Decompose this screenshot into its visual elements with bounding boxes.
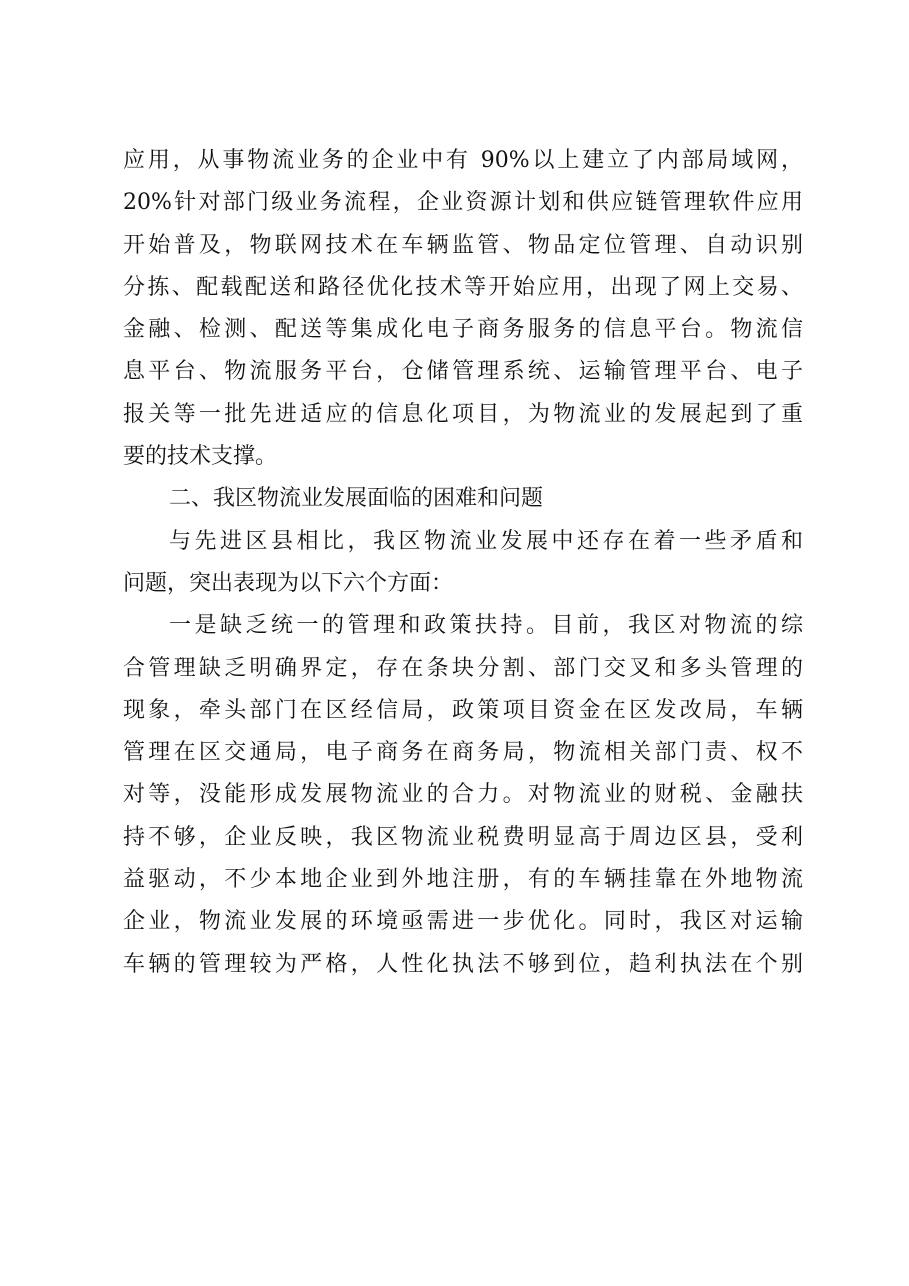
text-line: 息平台、物流服务平台，仓储管理系统、运输管理平台、电子 [123,359,803,385]
text-line: 开始普及，物联网技术在车辆监管、物品定位管理、自动识别 [123,232,803,258]
body-text [123,140,803,986]
text-line: 应用，从事物流业务的企业中有 90%以上建立了内部局域网， [123,148,803,173]
text-line: 合管理缺乏明确界定，存在条块分割、部门交叉和多头管理的 [123,655,803,681]
text-line: 车辆的管理较为严格，人性化执法不够到位，趋利执法在个别 [123,951,803,977]
section-heading: 二、我区物流业发展面临的困难和问题 [169,486,544,512]
text-line: 持不够，企业反映，我区物流业税费明显高于周边区县，受利 [123,824,803,850]
text-line: 20%针对部门级业务流程，企业资源计划和供应链管理软件应用 [123,190,803,216]
text-line: 对等，没能形成发展物流业的合力。对物流业的财税、金融扶 [123,782,803,808]
text-line: 一是缺乏统一的管理和政策扶持。目前，我区对物流的综 [169,613,803,639]
text-line: 金融、检测、配送等集成化电子商务服务的信息平台。物流信 [123,317,803,343]
text-line: 益驱动，不少本地企业到外地注册，有的车辆挂靠在外地物流 [123,867,803,893]
text-line: 问题，突出表现为以下六个方面： [123,570,454,596]
text-line: 要的技术支撑。 [123,444,278,470]
text-line: 企业，物流业发展的环境亟需进一步优化。同时，我区对运输 [123,909,803,935]
text-line: 管理在区交通局，电子商务在商务局，物流相关部门责、权不 [123,740,803,766]
text-line: 分拣、配载配送和路径优化技术等开始应用，出现了网上交易、 [123,274,803,300]
text-line: 报关等一批先进适应的信息化项目，为物流业的发展起到了重 [123,401,803,427]
text-line: 与先进区县相比，我区物流业发展中还存在着一些矛盾和 [169,528,803,554]
text-line: 现象，牵头部门在区经信局，政策项目资金在区发改局，车辆 [123,697,803,723]
